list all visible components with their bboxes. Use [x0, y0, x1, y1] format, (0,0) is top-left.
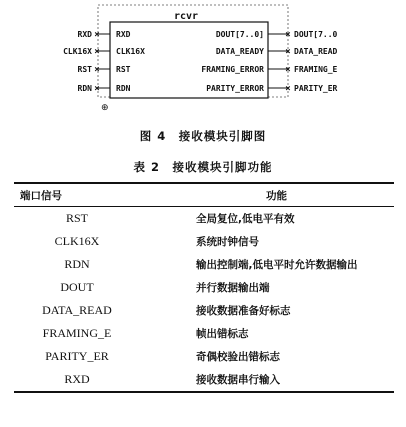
table-row	[14, 345, 394, 368]
table-row	[14, 276, 394, 299]
port-signal-cell: PARITY_ER	[45, 349, 109, 363]
left-pin-inner-label: RST	[116, 65, 131, 74]
port-signal-cell: CLK16X	[54, 234, 100, 248]
left-pin-outer-label: RXD	[77, 30, 92, 39]
table-row	[14, 299, 394, 322]
pin-connector-icon: ×	[94, 47, 100, 57]
right-pin-outer-label: PARITY_ER	[294, 84, 338, 93]
function-cell: 接收数据串行输入	[196, 374, 280, 386]
table-row	[14, 230, 394, 253]
right-pin-inner-label: DOUT[7..0]	[215, 30, 264, 39]
left-pin-inner-label: CLK16X	[116, 47, 145, 56]
table-header-row	[14, 183, 394, 207]
pin-connector-icon: ×	[285, 84, 291, 94]
function-cell: 系统时钟信号	[196, 236, 259, 248]
function-cell: 奇偶校验出错标志	[196, 351, 280, 363]
pin-function-table	[14, 182, 394, 393]
right-pin-inner-label: PARITY_ERROR	[206, 84, 264, 93]
right-pin-outer-label: DATA_READ	[294, 47, 338, 56]
pin-connector-icon: ×	[285, 30, 291, 40]
right-pin-inner-label: FRAMING_ERROR	[201, 65, 264, 74]
header-function: 功能	[266, 189, 287, 202]
function-cell: 并行数据输出端	[196, 282, 270, 294]
left-pin-outer-label: RDN	[77, 84, 92, 93]
function-cell: 接收数据准备好标志	[196, 305, 291, 317]
header-port-signal: 端口信号	[20, 190, 62, 202]
receiver-pin-diagram	[0, 0, 406, 130]
table-row	[14, 253, 394, 276]
port-signal-cell: RXD	[64, 372, 90, 386]
function-cell: 帧出错标志	[196, 328, 249, 340]
function-cell: 全局复位,低电平有效	[196, 213, 295, 225]
table-row	[14, 207, 394, 231]
pin-connector-icon: ×	[285, 47, 291, 57]
table-caption: 表 2 接收模块引脚功能	[133, 160, 273, 174]
port-signal-cell: DATA_READ	[42, 303, 112, 317]
right-pin-inner-label: DATA_READY	[215, 47, 264, 56]
left-pin-outer-label: CLK16X	[63, 47, 92, 56]
table-row	[14, 322, 394, 345]
right-pin-outer-label: DOUT[7..0	[294, 30, 338, 39]
right-pin-outer-label: FRAMING_E	[294, 65, 338, 74]
pin-connector-icon: ×	[94, 84, 100, 94]
port-signal-cell: FRAMING_E	[42, 326, 112, 340]
port-signal-cell: RST	[65, 211, 88, 225]
figure-caption: 图 4 接收模块引脚图	[139, 129, 267, 143]
origin-marker-icon: ⊕	[101, 103, 109, 113]
left-pin-inner-label: RXD	[116, 30, 131, 39]
port-signal-cell: DOUT	[60, 280, 94, 294]
module-name: rcvr	[173, 11, 199, 22]
left-pin-outer-label: RST	[77, 65, 92, 74]
pin-connector-icon: ×	[285, 65, 291, 75]
table-row	[14, 368, 394, 392]
pin-connector-icon: ×	[94, 30, 100, 40]
port-signal-cell: RDN	[64, 257, 90, 271]
pin-connector-icon: ×	[94, 65, 100, 75]
left-pin-inner-label: RDN	[116, 84, 131, 93]
function-cell: 输出控制端,低电平时允许数据输出	[196, 259, 358, 271]
